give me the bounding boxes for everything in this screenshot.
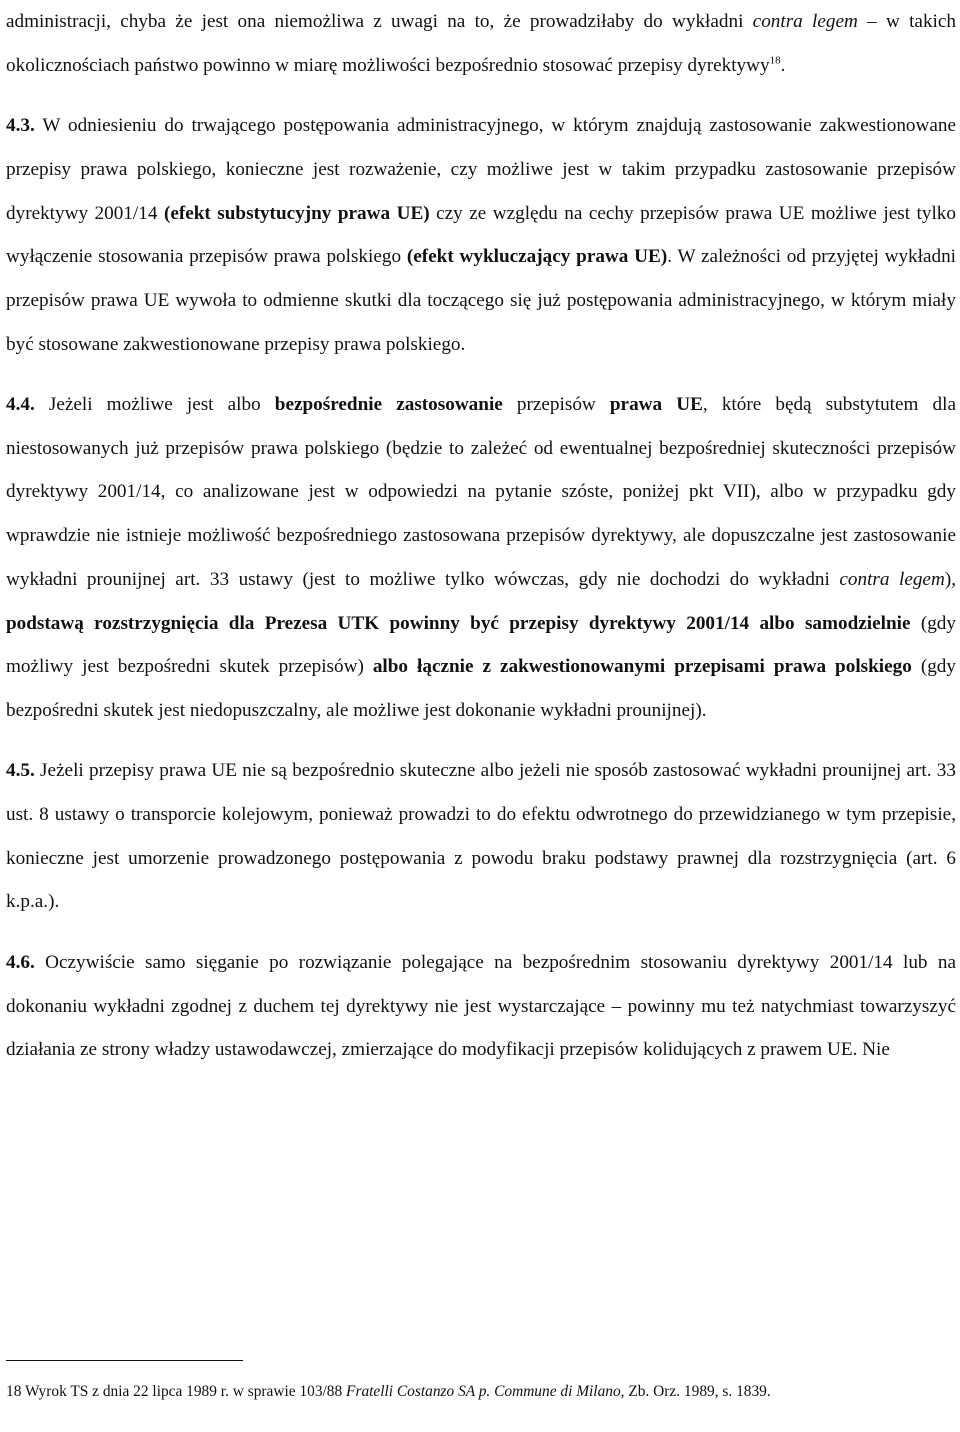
paragraph-4-5: [6, 749, 956, 924]
italic-term: contra legem: [839, 568, 945, 590]
text-span: W odniesieniu do trwającego postępowania administracyjnego, w którym znajdują zastosowanie zakwestionowane przepisy prawa polskiego, konieczne jest rozważenie, czy możliwe jest w takim przypadku zastosowanie przepisów dyrektywy 2001/14: [6, 115, 956, 224]
bold-phrase: prawa UE: [609, 394, 703, 415]
text-span: ),: [944, 568, 956, 590]
paragraph-4-4: [6, 383, 956, 733]
text-span: administracji, chyba że jest ona niemożliwa z uwagi na to, że prowadziłaby do wykładni: [6, 11, 753, 32]
italic-case-name: Fratelli Costanzo SA p. Commune di Milano: [346, 1383, 621, 1400]
italic-term: contra legem: [752, 11, 858, 32]
text-span: , Zb. Orz. 1989, s. 1839.: [620, 1383, 771, 1400]
text-span: przepisów: [502, 394, 610, 415]
paragraph-number: 4.4.: [6, 394, 35, 415]
bold-phrase: (efekt substytucyjny prawa UE): [163, 202, 430, 224]
text-span: (gdy bezpośredni skutek jest niedopuszczalny, ale możliwe jest dokonanie wykładni prounijnej).: [6, 656, 956, 721]
paragraph-continuation: [6, 0, 956, 87]
paragraph-number: 4.6.: [6, 951, 35, 973]
text-span: (gdy możliwy jest bezpośredni skutek przepisów): [6, 612, 956, 678]
text-span: , które będą substytutem dla niestosowanych już przepisów prawa polskiego (będzie to zależeć od ewentualnej bezpośredniej skuteczności przepisów dyrektywy 2001/14, co analizowane jest w odpowiedzi na pytanie szóste, poniżej pkt VII), albo w przypadku gdy wprawdzie nie istnieje możliwość bezpośredniego zastosowana przepisów dyrektywy, ale dopuszczalne jest zastosowanie wykładni prounijnej art. 33 ustawy (jest to możliwe tylko wówczas, gdy nie dochodzi do wykładni: [6, 394, 956, 590]
paragraph-number: 4.3.: [6, 115, 35, 137]
bold-phrase: bezpośrednie zastosowanie: [274, 394, 503, 415]
paragraph-4-3: [6, 104, 956, 366]
text-span: Jeżeli przepisy prawa UE nie są bezpośrednio skuteczne albo jeżeli nie sposób zastosować wykładni prounijnej art. 33 ust. 8 ustawy o transporcie kolejowym, ponieważ prowadzi to do efektu odwrotnego do przewidzianego w tym przepisie, konieczne jest umorzenie prowadzonego postępowania z powodu braku podstawy prawnej dla rozstrzygnięcia (art. 6 k.p.a.).: [6, 760, 956, 913]
bold-phrase: podstawą rozstrzygnięcia dla Prezesa UTK powinny być przepisy dyrektywy 2001/14 albo samodzielnie: [6, 612, 911, 634]
text-span: czy ze względu na cechy przepisów prawa UE możliwe jest tylko wyłączenie stosowania przepisów prawa polskiego: [6, 202, 956, 268]
text-span: – w takich okolicznościach państwo powinno w miarę możliwości bezpośrednio stosować przepisy dyrektywy: [6, 11, 956, 76]
body-text: [6, 0, 956, 1072]
paragraph-number: 4.5.: [6, 760, 35, 782]
text-span: 18 Wyrok TS z dnia 22 lipca 1989 r. w sprawie 103/88: [6, 1383, 347, 1400]
footnote-reference[interactable]: 18: [769, 54, 781, 67]
text-span: .: [780, 54, 786, 76]
paragraph-4-6: [6, 941, 956, 1072]
text-span: Oczywiście samo sięganie po rozwiązanie polegające na bezpośrednim stosowaniu dyrektywy 2001/14 lub na dokonaniu wykładni zgodnej z duchem tej dyrektywy nie jest wystarczające – powinny mu też natychmiast towarzyszyć działania ze strony władzy ustawodawczej, zmierzające do modyfikacji przepisów kolidujących z prawem UE. Nie: [6, 951, 956, 1061]
footnote-18: [6, 1381, 956, 1402]
text-span: Jeżeli możliwe jest albo: [34, 394, 275, 415]
bold-phrase: albo łącznie z zakwestionowanymi przepisami prawa polskiego: [372, 656, 912, 678]
text-span: . W zależności od przyjętej wykładni przepisów prawa UE wywoła to odmienne skutki dla toczącego się już postępowania administracyjnego, w którym miały być stosowane zakwestionowane przepisy prawa polskiego.: [6, 246, 957, 355]
bold-phrase: (efekt wykluczający prawa UE): [406, 246, 668, 268]
footnote-separator: [6, 1360, 243, 1361]
